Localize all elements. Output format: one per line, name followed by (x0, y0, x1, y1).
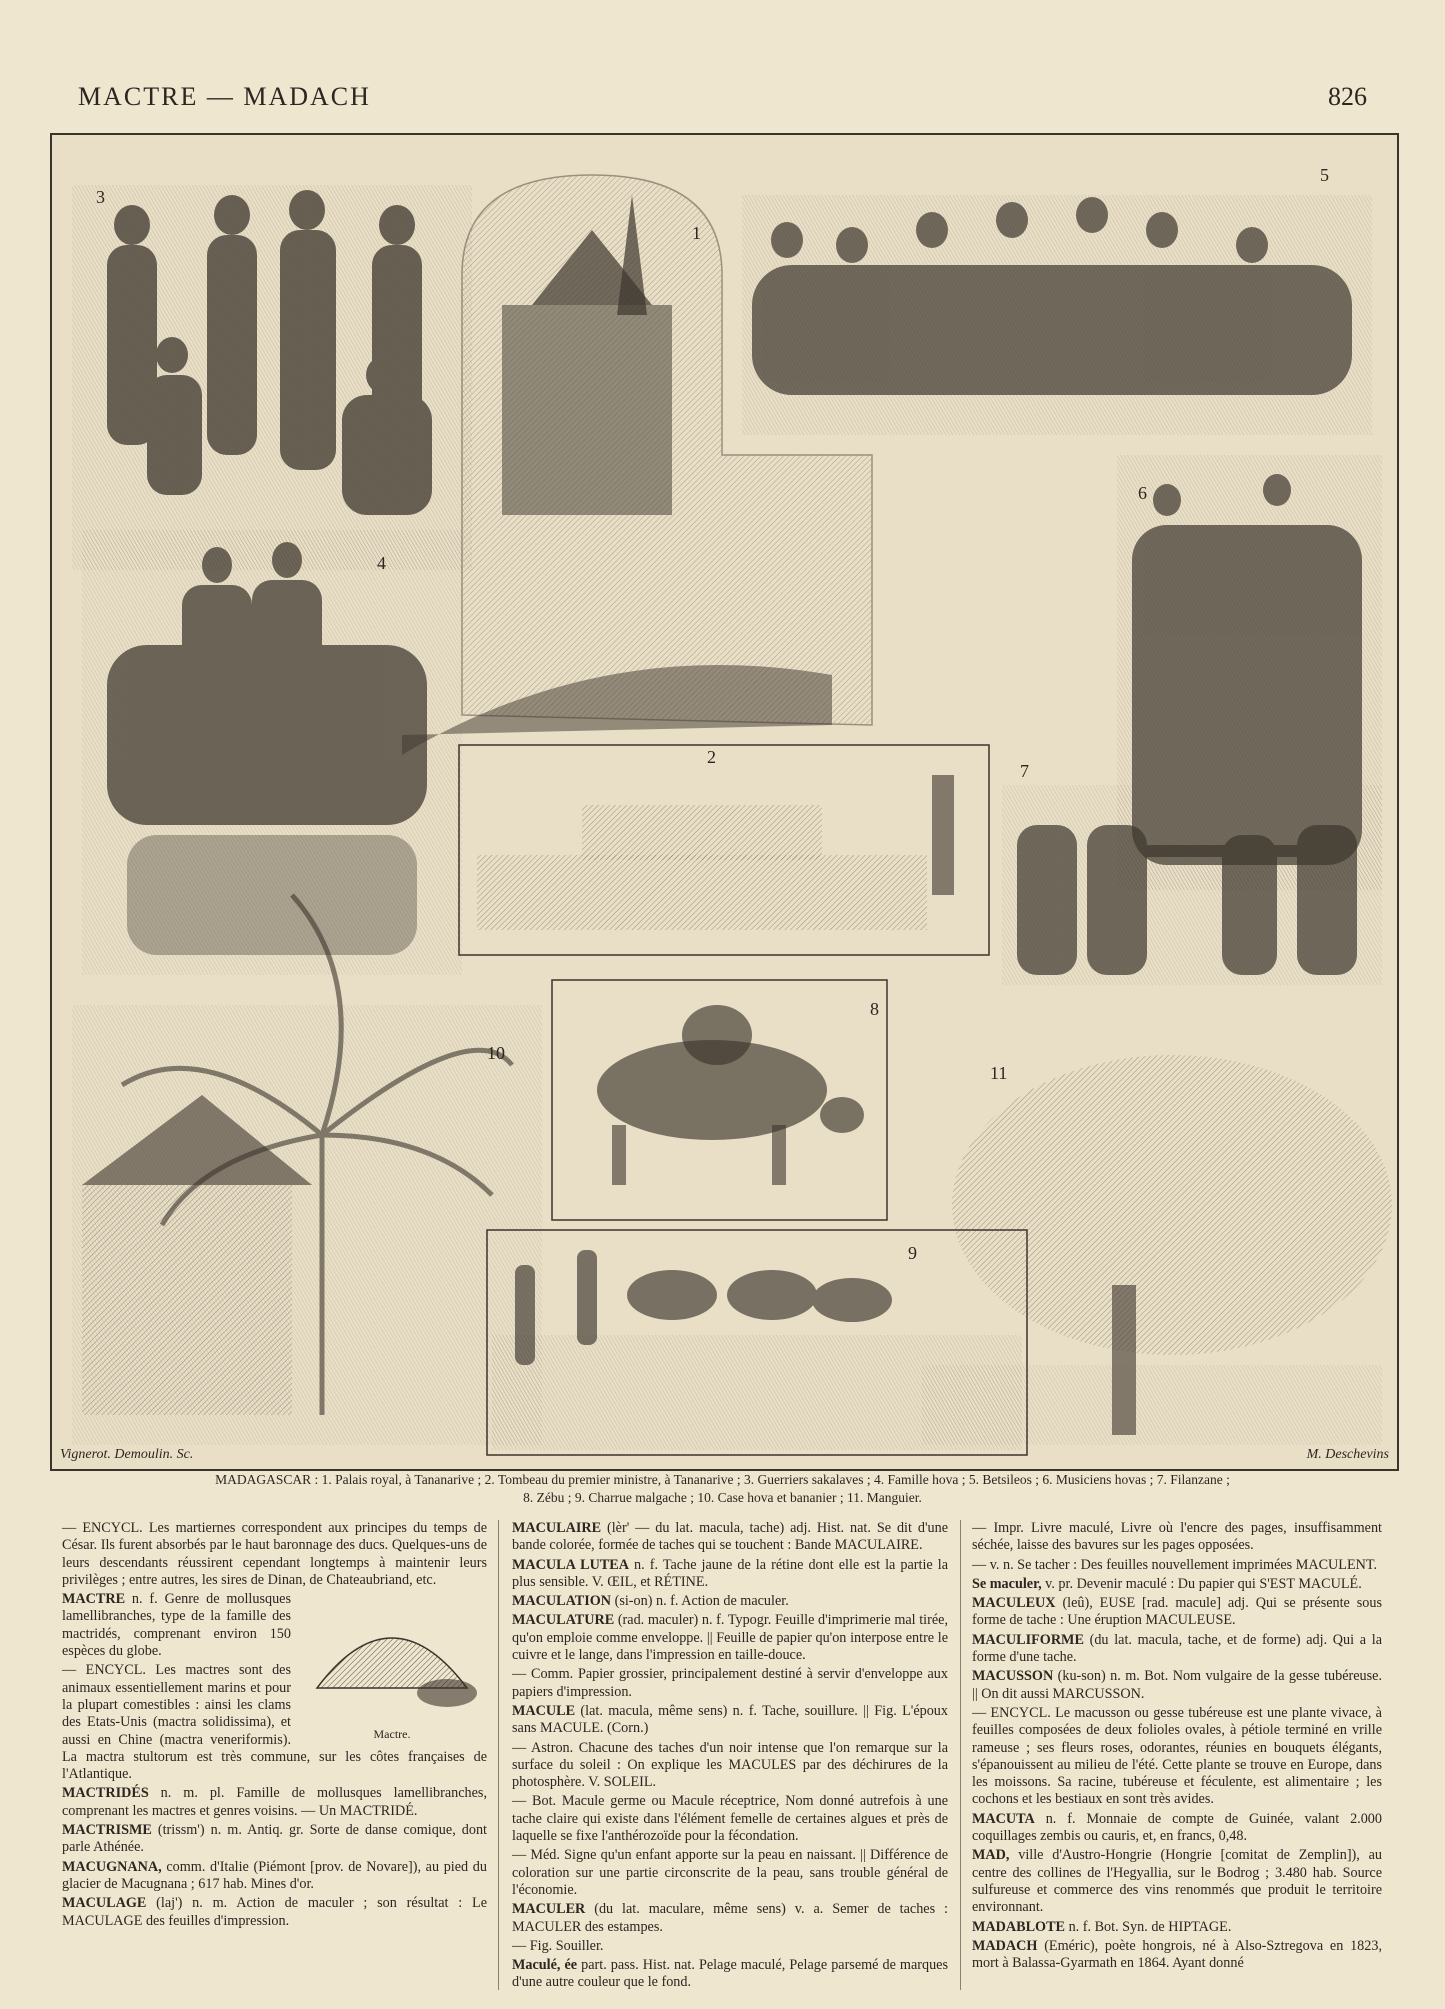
entry-text: (ku-son) n. m. Bot. Nom vulgaire de la gesse tubéreuse. || On dit aussi MARCUSSON. (972, 1668, 1382, 1702)
figure-warriors (72, 185, 472, 570)
entry-headword: MACUGNANA, (62, 1858, 162, 1875)
entry-headword: MAD, (972, 1847, 1010, 1864)
entry-text: — Méd. Signe qu'un enfant apporte sur la peau en naissant. || Différence de coloration sur une partie circonscrite de la peau, sans trouble général de l'économie. (512, 1847, 948, 1898)
plate-number-7: 7 (1020, 761, 1029, 781)
figure-family (82, 530, 462, 975)
artist-signature: M. Deschevins (1306, 1447, 1389, 1462)
figure-zebu (552, 980, 887, 1220)
plate-number-9: 9 (908, 1243, 917, 1263)
figure-filanzane (1002, 785, 1382, 985)
entry-mactrides (62, 1785, 487, 1820)
entry-text: n. f. Monnaie de compte de Guinée, valant 2.000 coquillages zembis ou cauris, et, en francs, 0,48. (972, 1810, 1382, 1845)
entry-text: comm. d'Italie (Piémont [prov. de Novare]), au pied du glacier de Macugnana ; 617 hab. Mines d'or. (62, 1858, 487, 1892)
page-number: 826 (1328, 82, 1367, 111)
entry-text: — Impr. Livre maculé, Livre où l'encre des pages, insuffisamment séchée, laisse des bavures sur les pages opposées. (972, 1520, 1382, 1554)
entry-text: — ENCYCL. Les mactres sont des animaux essentiellement marins et pour la plupart comestibles : ainsi les clams des Etats-Unis (mactra solidissima), et aussi en Chine (mactra veneriformis). La mactra stultorum est très commune, sur les côtes françaises de l'Atlantique. (62, 1662, 487, 1783)
engraver-signature: Vignerot. Demoulin. Sc. (60, 1447, 194, 1462)
entry-headword: MACUTA (972, 1810, 1035, 1827)
entry-headword: MACULATURE (512, 1612, 615, 1629)
illustration-plate (50, 133, 1399, 1471)
entry-maculeux (972, 1595, 1382, 1630)
plate-number-2: 2 (707, 747, 716, 767)
entry-headword: MACTRIDÉS (62, 1785, 149, 1802)
figure-mango-tree (922, 1055, 1392, 1445)
entry-text: (trissm') n. m. Antiq. gr. Sorte de danse comique, dont parle Athénée. (62, 1822, 487, 1856)
entry-headword: MACUSSON (972, 1668, 1054, 1685)
entry-macule (512, 1703, 948, 1738)
plate-number-5: 5 (1320, 165, 1329, 185)
plate-number-3: 3 (96, 187, 105, 207)
entry-headword: MACULER (512, 1901, 586, 1918)
shell-caption: Mactre. (373, 1727, 411, 1742)
entry-text: — Astron. Chacune des taches d'un noir intense que l'on remarque sur la surface du soleil : On explique les MACULES par des déchirures de la photosphère. V. SOLEIL. (512, 1739, 948, 1791)
entry-text: — v. n. Se tacher : Des feuilles nouvellement imprimées MACULENT. (972, 1556, 1378, 1573)
entry-text: (leû), EUSE [rad. macule] adj. Qui se présente sous forme de tache : Une éruption MACULEUSE. (972, 1595, 1382, 1629)
caption-line-2: 8. Zébu ; 9. Charrue malgache ; 10. Case hova et bananier ; 11. Manguier. (523, 1490, 922, 1505)
column-3 (972, 1520, 1382, 1974)
mactre-shell-icon (297, 1593, 487, 1721)
entry-macula-lutea (512, 1557, 948, 1592)
entry-text: n. f. Tache jaune de la rétine dont elle est la partie la plus sensible. V. ŒIL, et RÉTINE. (512, 1556, 948, 1590)
entry-maculiforme (972, 1632, 1382, 1667)
entry-text: (laj') n. m. Action de maculer ; son résultat : Le MACULAGE des feuilles d'impression. (62, 1895, 487, 1929)
entry-text: — Bot. Macule germe ou Macule réceptrice, Nom donné autrefois à une tache claire qui existe dans l'élément femelle de certaines algues et près de laquelle se fixe l'anthérozoïde pour la fécondation. (512, 1793, 948, 1845)
entry-headword: MACTRE (62, 1591, 126, 1608)
entry-macusson (972, 1668, 1382, 1703)
entry-macule-part (512, 1957, 948, 1992)
entry-text: — ENCYCL. Les martiernes correspondent aux principes du temps de César. Ils furent absorbés par le haut baronnage des ducs. Quelques-uns de leurs descendants réussirent cependant longtemps à maintenir leurs privilèges ; entre autres, les sires de Dinan, de Chateaubriand, etc. (62, 1520, 487, 1588)
entry-headword: MACULAIRE (512, 1520, 602, 1536)
entry-maculation (512, 1593, 948, 1610)
plate-number-11: 11 (990, 1063, 1008, 1083)
entry-text: n. m. pl. Famille de mollusques lamellibranches, comprenant les mactres et genres voisins. — Un MACTRIDÉ. (62, 1785, 487, 1819)
entry-text: — Fig. Souiller. (512, 1937, 604, 1954)
entry-se-maculer (972, 1576, 1382, 1593)
figure-tomb (459, 745, 989, 955)
entry-maculaire (512, 1520, 948, 1555)
entry-text: (Eméric), poète hongrois, né à Also-Sztregova en 1823, mort à Balassa-Gyarmath en 1864. Ayant donné (972, 1937, 1382, 1972)
entry-text: — ENCYCL. Le macusson ou gesse tubéreuse est une plante vivace, à feuilles composées de deux folioles ovales, à pétiole terminé en vrille rameuse ; ses fleurs roses, odorantes, réunies en bouquets élégants, s'épanouissent au milieu de l'été. Cette plante se trouve en Europe, dans les moissons. Sa racine, tubéreuse et féculente, est alimentaire ; les cochons et les bestiaux en sont très avides. (972, 1704, 1382, 1808)
caption-line-1: MADAGASCAR : 1. Palais royal, à Tananarive ; 2. Tombeau du premier ministre, à Tananarive ; 3. Guerriers sakalaves ; 4. Famille hova ; 5. Betsileos ; 6. Musiciens hovas ; 7. Filanzane ; (215, 1472, 1230, 1487)
entry-text: (du lat. maculare, même sens) v. a. Semer de taches : MACULER des estampes. (512, 1901, 948, 1935)
column-2 (512, 1520, 948, 1994)
entry-headword: MACULATION (512, 1593, 612, 1610)
entry-headword: MACULE (512, 1702, 576, 1719)
entry-mactrisme (62, 1822, 487, 1857)
entry-headword: MADACH (972, 1937, 1038, 1954)
entry-headword: MACULAGE (62, 1895, 147, 1912)
entry-maculer (512, 1901, 948, 1936)
entry-text: — Comm. Papier grossier, principalement destiné à servir d'enveloppe aux papiers d'impression. (512, 1666, 948, 1700)
plate-number-10: 10 (487, 1043, 505, 1063)
entry-madach (972, 1938, 1382, 1973)
entry-headword: MADABLOTE (972, 1918, 1066, 1935)
entry-text: (lat. macula, même sens) n. f. Tache, souillure. || Fig. L'époux sans MACULE. (Corn.) (512, 1702, 948, 1737)
plate-drawings (52, 135, 1397, 1469)
entry-headword: MACTRISME (62, 1822, 152, 1839)
entry-text: (lèr' — du lat. macula, tache) adj. Hist. nat. Se dit d'une bande colorée, formée de taches qui se touchent : Bande MACULAIRE. (512, 1520, 948, 1554)
entry-maculage (62, 1895, 487, 1930)
entry-text: (rad. maculer) n. f. Typogr. Feuille d'imprimerie mal tirée, qu'on emploie comme enveloppe. || Feuille de papier qu'on interpose entre le cuivre et le lange, dans l'impression en taille-douce. (512, 1612, 948, 1664)
plate-number-8: 8 (870, 999, 879, 1019)
entry-mad (972, 1847, 1382, 1916)
entry-text: ville d'Austro-Hongrie (Hongrie [comitat de Zemplin]), au centre des collines de l'Hegyallia, sur le Bodrog ; 3.480 hab. Source sulfureuse et commerce des vins renommés que produit le territoire environnant. (972, 1847, 1382, 1916)
header-title: MACTRE — MADACH (78, 82, 371, 111)
mactre-illustration (297, 1593, 487, 1743)
plate-number-1: 1 (692, 223, 701, 243)
entry-text: v. pr. Devenir maculé : Du papier qui S'EST MACULÉ. (1041, 1575, 1362, 1592)
entry-madablote (972, 1919, 1382, 1936)
entry-headword: MACULEUX (972, 1595, 1056, 1612)
column-1 (62, 1520, 487, 1932)
entry-text: (si-on) n. f. Action de maculer. (611, 1593, 789, 1610)
figure-betsileos (742, 195, 1372, 435)
entry-headword: Se maculer, (972, 1575, 1042, 1592)
plate-number-6: 6 (1138, 483, 1147, 503)
column-divider (498, 1520, 499, 1990)
plate-number-4: 4 (377, 553, 386, 573)
entry-text: (du lat. macula, tache, et de forme) adj. Qui a la forme d'une tache. (972, 1631, 1382, 1666)
entry-macuta (972, 1811, 1382, 1846)
entry-headword: MACULIFORME (972, 1631, 1084, 1648)
entry-headword: Maculé, ée (512, 1957, 578, 1974)
entry-text: part. pass. Hist. nat. Pelage maculé, Pelage parsemé de marques d'une autre couleur que le fond. (512, 1957, 948, 1991)
entry-text: n. f. Bot. Syn. de HIPTAGE. (1065, 1918, 1232, 1935)
entry-headword: MACULA LUTEA (512, 1556, 629, 1573)
entry-text: n. f. Genre de mollusques lamellibranches, type de la famille des mactridés, comprenant environ 150 espèces du globe. (62, 1591, 291, 1660)
plate-caption (90, 1471, 1355, 1507)
entry-macugnana (62, 1859, 487, 1894)
column-divider (960, 1520, 961, 1990)
entry-maculature (512, 1612, 948, 1664)
figure-hut-banana (72, 895, 542, 1445)
